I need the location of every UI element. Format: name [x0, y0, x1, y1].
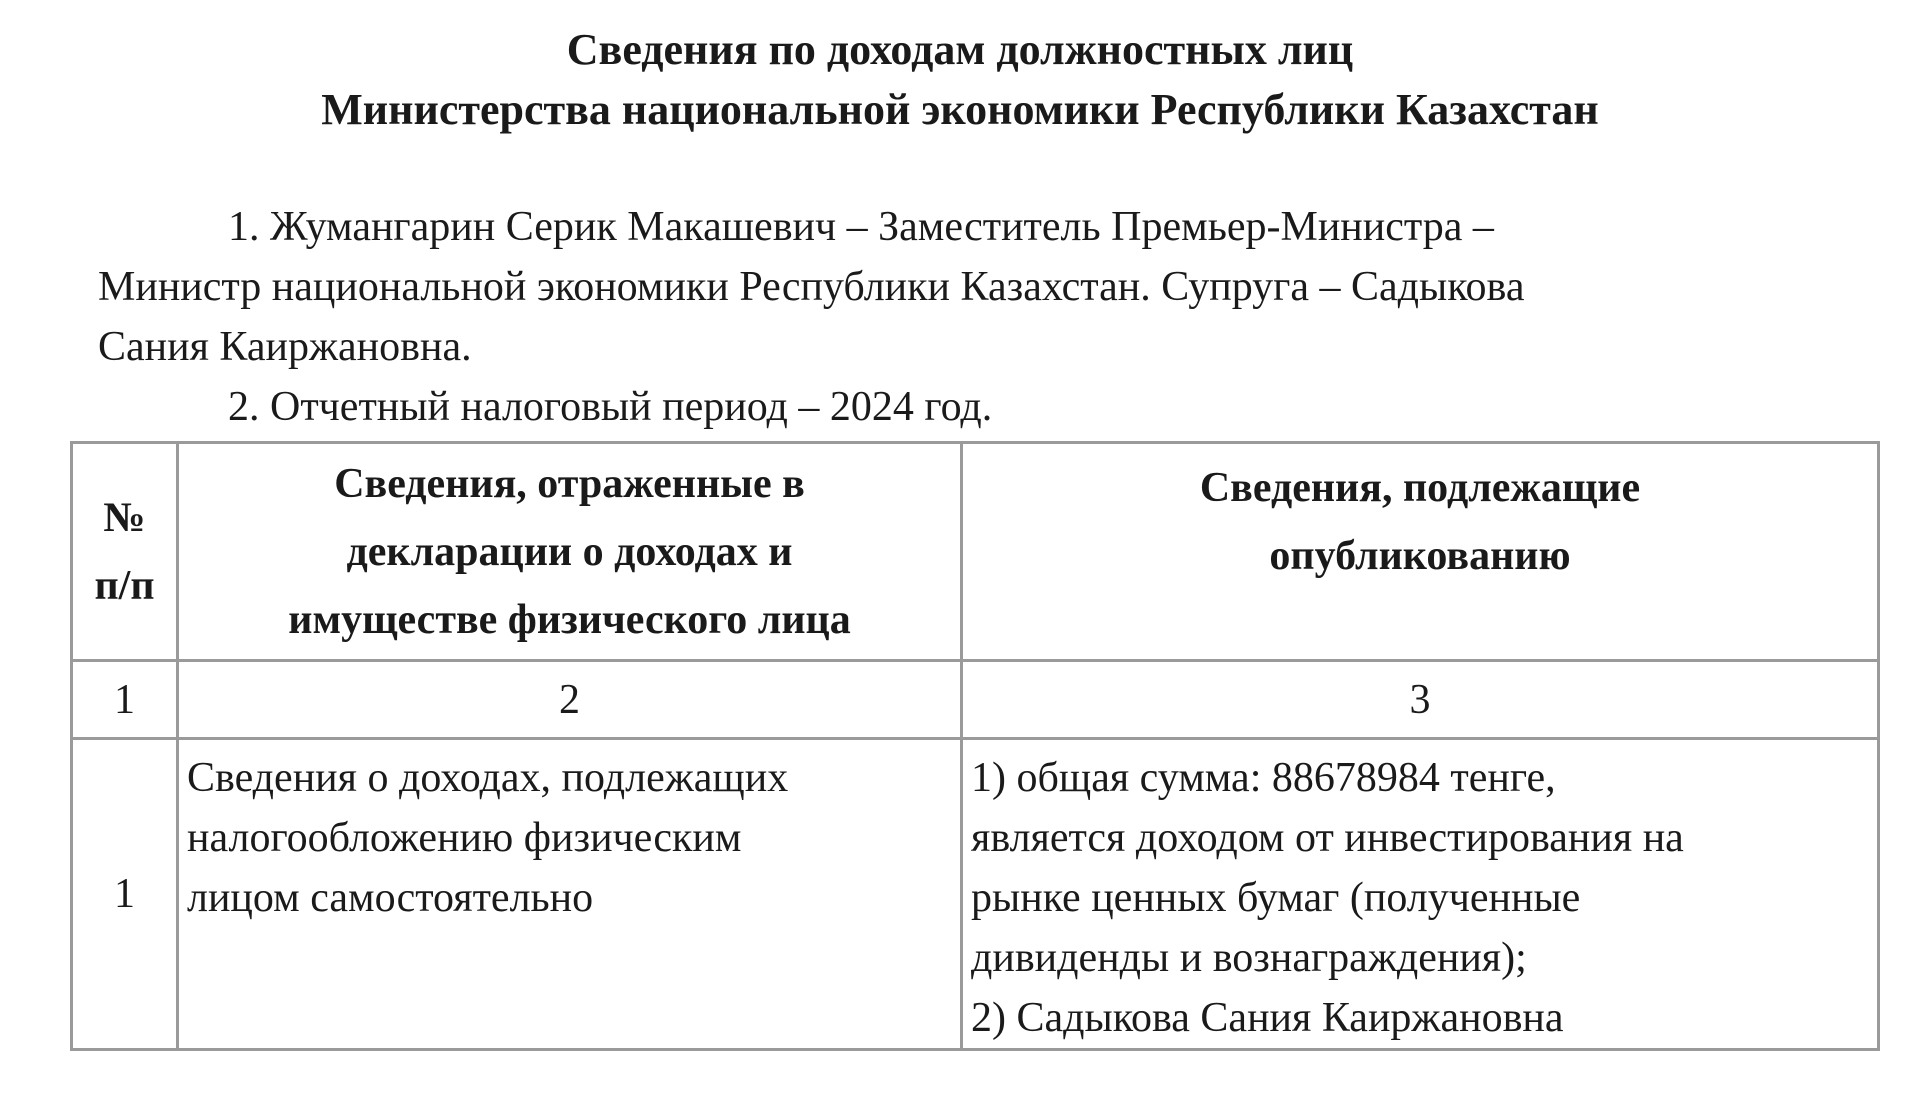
published-line: рынке ценных бумаг (полученные: [971, 875, 1581, 921]
column-number-1: 1: [72, 661, 178, 739]
column-number-3: 3: [962, 661, 1879, 739]
header-published: [962, 443, 1879, 661]
header-number-line2: п/п: [94, 562, 155, 609]
intro-paragraph-1-line3: Сания Каиржановна.: [98, 324, 472, 370]
published-line: 1) общая сумма: 88678984 тенге,: [971, 755, 1556, 801]
header-declared-line2: декларации о доходах и: [346, 528, 793, 575]
header-number-line1: №: [103, 494, 146, 541]
header-declared-line3: имуществе физического лица: [288, 596, 851, 643]
published-line: является доходом от инвестирования на: [971, 815, 1684, 861]
declared-line: Сведения о доходах, подлежащих: [187, 755, 789, 801]
intro-paragraph-1-line2: Министр национальной экономики Республики Казахстан. Супруга – Садыкова: [98, 264, 1525, 310]
declared-line: налогообложению физическим: [187, 815, 742, 861]
document-title-line1: Сведения по доходам должностных лиц: [566, 25, 1354, 74]
document-title-line2: Министерства национальной экономики Республики Казахстан: [321, 85, 1599, 134]
row-number: 1: [72, 739, 178, 1050]
income-table: [70, 441, 1880, 1051]
header-declared-line1: Сведения, отраженные в: [334, 460, 805, 507]
published-line: дивиденды и вознаграждения);: [971, 935, 1527, 981]
header-published-line1: Сведения, подлежащие: [1199, 465, 1641, 511]
table-column-numbers-row: [72, 661, 1879, 739]
intro-paragraph-2: 2. Отчетный налоговый период – 2024 год.: [228, 384, 993, 430]
column-number-2: 2: [178, 661, 962, 739]
header-declared: [178, 443, 962, 661]
published-line: 2) Садыкова Сания Каиржановна: [971, 995, 1564, 1041]
declared-cell: [178, 739, 962, 1050]
header-published-line2: опубликованию: [1269, 533, 1571, 579]
table-row: [72, 739, 1879, 1050]
header-number: [72, 443, 178, 661]
declared-line: лицом самостоятельно: [187, 875, 594, 921]
table-header-row: [72, 443, 1879, 661]
intro-paragraph-1-line1: 1. Жумангарин Серик Макашевич – Заместитель Премьер-Министра –: [228, 204, 1494, 250]
published-cell: [962, 739, 1879, 1050]
